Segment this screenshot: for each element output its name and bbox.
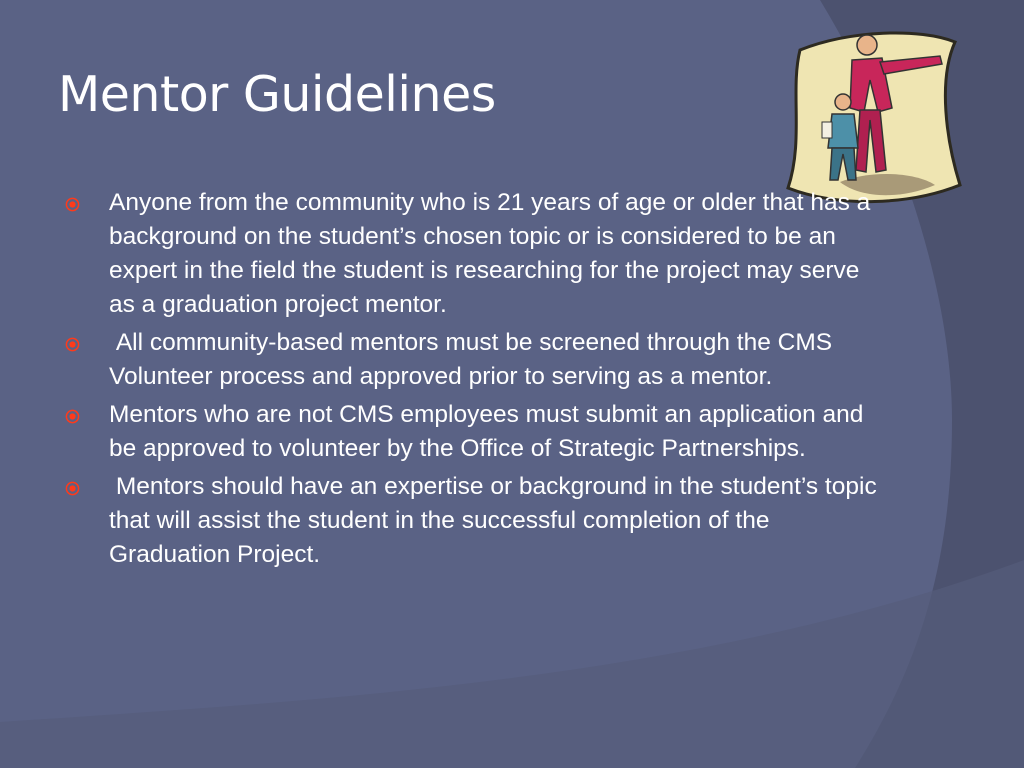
circle-dot-icon bbox=[65, 481, 80, 496]
bullet-text: Mentors who are not CMS employees must submit an application and be approved to volunteer by the Office of Strategic Partnerships. bbox=[109, 401, 864, 462]
bullet-item bbox=[62, 326, 892, 394]
circle-dot-icon bbox=[65, 197, 80, 212]
bullet-item bbox=[62, 398, 892, 466]
bullet-text: All community-based mentors must be screened through the CMS Volunteer process and approved prior to serving as a mentor. bbox=[109, 329, 839, 390]
bullet-item bbox=[62, 186, 892, 322]
bullet-item bbox=[62, 470, 892, 572]
bullet-text: Mentors should have an expertise or background in the student’s topic that will assist the student in the successful completion of the Graduation Project. bbox=[109, 473, 884, 568]
circle-dot-icon bbox=[65, 337, 80, 352]
bullet-list bbox=[62, 186, 892, 576]
slide-title: Mentor Guidelines bbox=[58, 66, 496, 123]
bullet-text: Anyone from the community who is 21 years of age or older that has a background on the student’s chosen topic or is considered to be an expert in the field the student is researching for the project may serve as a graduation project mentor. bbox=[109, 189, 871, 318]
circle-dot-icon bbox=[65, 409, 80, 424]
